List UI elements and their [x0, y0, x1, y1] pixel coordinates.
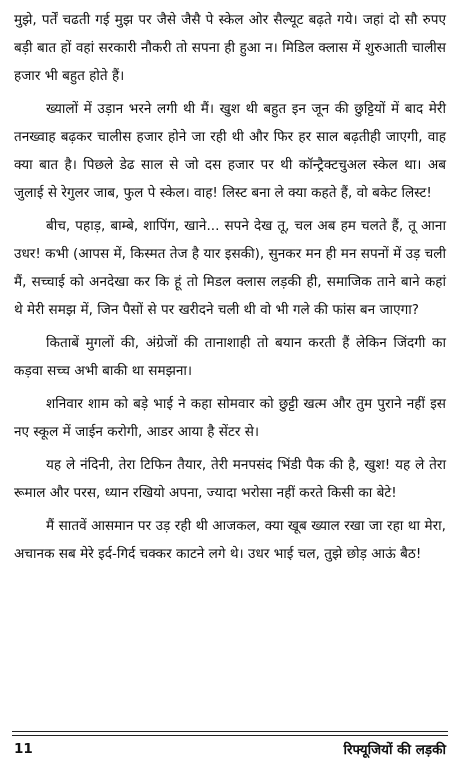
page-footer	[14, 738, 446, 760]
footer-rule-thick	[12, 731, 448, 732]
paragraph-5: शनिवार शाम को बड़े भाई ने कहा सोमवार को छुट्टी खत्म और तुम पुराने नहीं इस नए स्कूल में जाईन करोगी, आडर आया है सेंटर से।	[14, 396, 446, 440]
paragraph-1: मुझे, पर्तें चढती गई मुझ पर जैसे जैसै पे स्केल ओर सैल्यूट बढ़ते गये। जहां दो सौ रुपए बड़ी बात हों वहां सरकारी नौकरी तो सपना ही हुआ न। मिडिल क्लास में शुरुआती चालीस हजार भी बहुत होते हैं।	[14, 12, 446, 84]
paragraph-6: यह ले नंदिनी, तेरा टिफिन तैयार, तेरी मनपसंद भिंडी पैक की है, खुश! यह ले तेरा रूमाल और परस, ध्यान रखियो अपना, ज्यादा भरोसा नहीं करते किसी का बेटे!	[14, 457, 446, 501]
footer-rule	[12, 731, 448, 736]
footer-rule-thin	[12, 735, 448, 736]
book-title: रिफ्यूजियों की लड़की	[343, 742, 446, 758]
paragraph-7: मैं सातवें आसमान पर उड़ रही थी आजकल, क्या खूब ख्याल रखा जा रहा था मेरा, अचानक सब मेरे इर्द-गिर्द चक्कर काटने लगे थे। उधर भाई चल, तुझे छोड़ आऊं बैठ!	[14, 518, 446, 562]
page-body	[14, 6, 446, 573]
page-number: 11	[14, 741, 33, 757]
paragraph-4: किताबें मुगलों की, अंग्रेजों की तानाशाही तो बयान करती हैं लेकिन जिंदगी का कड़वा सच्च अभी बाकी था समझना।	[14, 335, 446, 379]
paragraph-2: ख्यालों में उड़ान भरने लगी थी मैं। खुश थी बहुत इन जून की छुट्टियों में बाद मेरी तनख्वाह बढ़कर चालीस हजार होने जा रही थी और फिर हर साल बढ़तीही जाएगी, वाह क्या बात है। पिछले डेढ साल से जो दस हजार पर थी कॉन्ट्रैक्टचुअल स्केल था। अब जुलाई से रेगुलर जाब, फुल पे स्केल। वाह! लिस्ट बना ले क्या कहते हैं, वो बकेट लिस्ट!	[14, 101, 446, 201]
paragraph-3: बीच, पहाड़, बाम्बे, शापिंग, खाने... सपने देख तू, चल अब हम चलते हैं, तू आना उधर! कभी (आपस में, किस्मत तेज है यार इसकी), सुनकर मन ही मन सपनों में उड़ चली मैं, सच्चाई को अनदेखा कर कि हूं तो मिडल क्लास लड़की ही, समाजिक ताने बाने कहां थे मेरी समझ में, जिन पैसों से पर खरीदने चली थी वो भी गले की फांस बन जाएगा?	[14, 218, 446, 318]
